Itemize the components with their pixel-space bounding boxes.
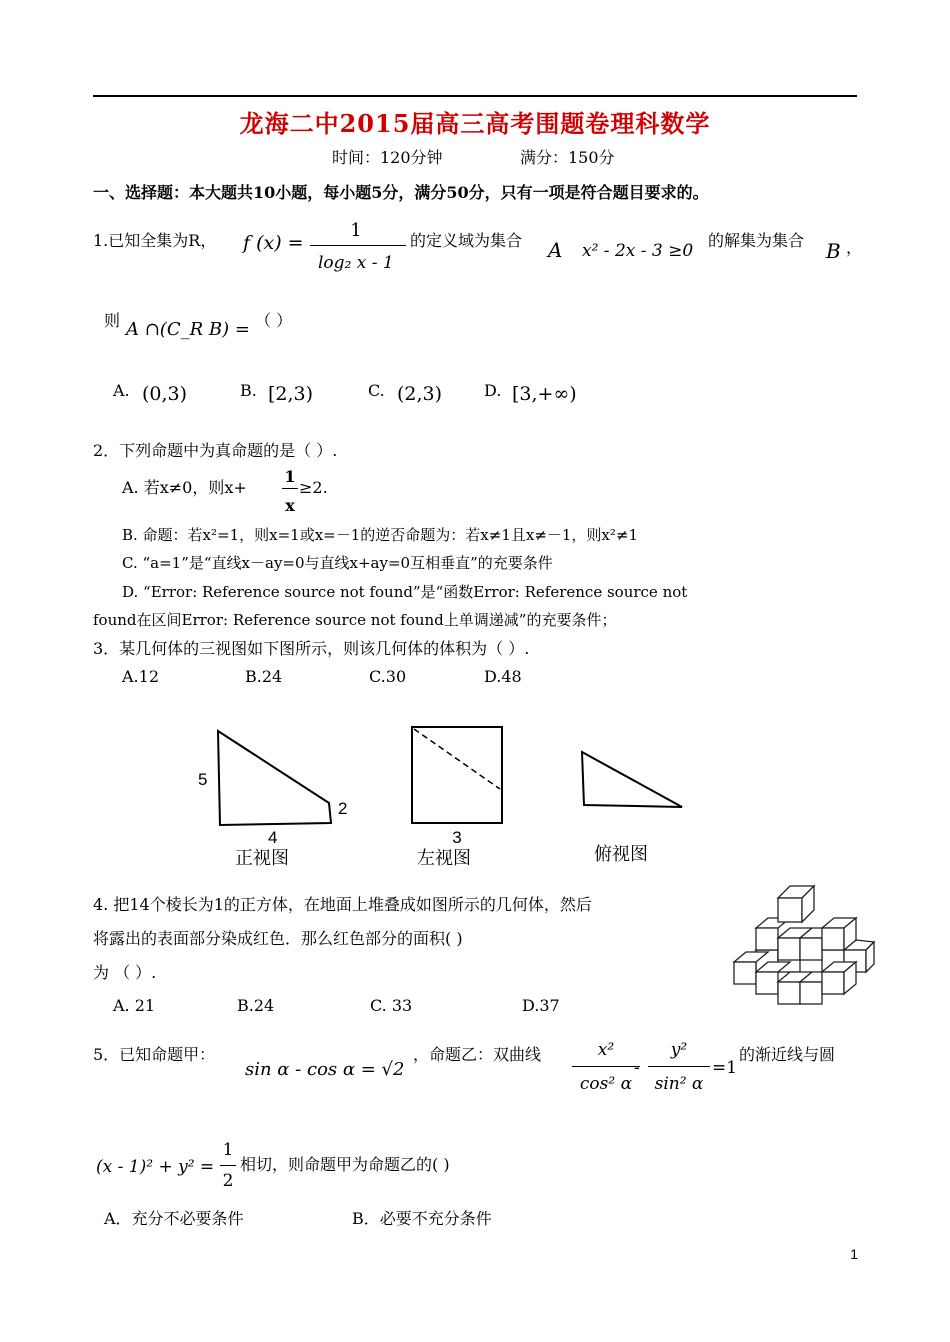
q2-option-b: B. 命题：若x²=1，则x=1或x=－1的逆否命题为：若x≠1且x≠－1，则x²≠1	[122, 526, 639, 544]
q2-option-a-pre: A. 若x≠0，则x+	[122, 478, 247, 497]
q5-option-a: A．充分不必要条件	[104, 1209, 244, 1228]
top-view-shape	[582, 752, 682, 807]
q5-half-den: 2	[222, 1171, 234, 1191]
q1-option-b-value: [2,3)	[268, 383, 314, 405]
time-label: 时间：120分钟	[332, 148, 443, 167]
q1-set-b: B	[826, 239, 841, 263]
front-dim-4: 4	[268, 828, 278, 847]
q5-hyp-den-2: sin² α	[654, 1074, 704, 1094]
q3-option-c: C.30	[369, 667, 407, 686]
q2-option-c: C. “a=1”是“直线x－ay=0与直线x+ay=0互相垂直”的充要条件	[122, 554, 553, 572]
front-view-shape	[218, 731, 331, 825]
q1-set-a: A	[548, 238, 563, 262]
q1-paren: （ ）	[255, 311, 293, 330]
q1-option-a-label: A.	[113, 381, 130, 400]
top-view-label: 俯视图	[594, 844, 648, 864]
q5-equals-one: =1	[712, 1058, 738, 1078]
q4-line2: 将露出的表面部分染成红色．那么红色部分的面积( )	[93, 929, 463, 948]
q3-stem: 3．某几何体的三视图如下图所示，则该几何体的体积为（ ）.	[93, 639, 530, 658]
q5-hyp-num-1: x²	[597, 1040, 615, 1060]
q5-half-bar	[220, 1165, 236, 1166]
q5-hyp-bar-2	[648, 1066, 710, 1067]
front-view-label: 正视图	[235, 848, 289, 868]
q2-option-a-post: ≥2.	[299, 478, 328, 497]
q2-option-d-line1: D. “Error: Reference source not found”是“函数Error: Reference source not	[122, 583, 688, 601]
q4-option-b: B.24	[237, 996, 275, 1015]
q3-option-b: B.24	[245, 667, 283, 686]
q2-stem: 2．下列命题中为真命题的是（ ）.	[93, 441, 338, 460]
header-rule	[93, 95, 857, 97]
q1-option-c-value: (2,3)	[397, 383, 443, 405]
q1-expression: A ∩(C_R B) =	[126, 319, 250, 340]
q2-option-a-bar	[282, 488, 298, 489]
q5-stem-d: 相切，则命题甲为命题乙的( )	[240, 1155, 450, 1174]
q1-stem-a: 1.已知全集为R，	[93, 231, 217, 250]
q2-option-a-num: 1	[284, 467, 296, 486]
q1-func: f (x) =	[243, 232, 304, 254]
q1-stem-b: 的定义域为集合	[410, 231, 523, 250]
q1-frac-num: 1	[350, 220, 362, 241]
side-view-hidden-edge	[414, 729, 500, 789]
front-dim-2: 2	[338, 799, 348, 818]
q5-stem-c: 的渐近线与圆	[739, 1045, 836, 1064]
q1-option-a-value: (0,3)	[142, 383, 188, 405]
q1-frac-bar	[310, 245, 406, 246]
q4-line1: 4. 把14个棱长为1的正方体，在地面上堆叠成如图所示的几何体，然后	[93, 895, 592, 914]
page-number: 1	[850, 1246, 858, 1262]
q5-hyp-den-1: cos² α	[579, 1074, 633, 1094]
side-view-label: 左视图	[417, 848, 471, 868]
q1-option-d-label: D.	[484, 381, 502, 400]
q1-stem-c: 的解集为集合	[708, 231, 805, 250]
page-title: 龙海二中2015届高三高考围题卷理科数学	[239, 109, 711, 138]
q5-expression-1: sin α - cos α = √2	[245, 1059, 405, 1080]
q1-then: 则	[104, 311, 121, 330]
q4-line3: 为 （ ）.	[93, 963, 157, 982]
side-dim-3: 3	[452, 828, 462, 847]
q4-option-a: A. 21	[113, 996, 156, 1015]
three-view-figure	[180, 715, 720, 875]
front-dim-5: 5	[198, 770, 208, 789]
q1-frac-den: log₂ x - 1	[318, 253, 394, 273]
q5-circle: (x - 1)² + y² =	[96, 1157, 215, 1177]
q1-option-d-value: [3,+∞)	[512, 383, 577, 405]
q4-option-d: D.37	[522, 996, 560, 1015]
q5-minus: -	[634, 1058, 640, 1078]
cube-stack-figure	[728, 878, 878, 1018]
side-view-shape	[412, 727, 502, 823]
q1-option-b-label: B.	[240, 381, 257, 400]
q1-comma: ，	[846, 238, 863, 257]
q2-option-a-den: x	[285, 496, 295, 515]
score-label: 满分：150分	[520, 148, 615, 167]
q5-hyp-bar-1	[572, 1066, 640, 1067]
q2-option-d-line2: found在区间Error: Reference source not found上单调递减”的充要条件；	[93, 611, 617, 629]
q5-hyp-num-2: y²	[670, 1040, 688, 1060]
q3-option-a: A.12	[122, 667, 159, 686]
q5-stem-b: ，命题乙：双曲线	[413, 1045, 542, 1064]
q1-option-c-label: C.	[368, 381, 385, 400]
q1-inequality: x² - 2x - 3 ≥0	[582, 241, 694, 261]
q4-option-c: C. 33	[370, 996, 413, 1015]
section-heading: 一、选择题：本大题共10小题，每小题5分，满分50分，只有一项是符合题目要求的。	[93, 183, 709, 202]
q3-option-d: D.48	[484, 667, 522, 686]
q5-option-b: B．必要不充分条件	[352, 1209, 492, 1228]
q5-half-num: 1	[222, 1140, 234, 1160]
q5-stem-a: 5．已知命题甲：	[93, 1045, 216, 1064]
